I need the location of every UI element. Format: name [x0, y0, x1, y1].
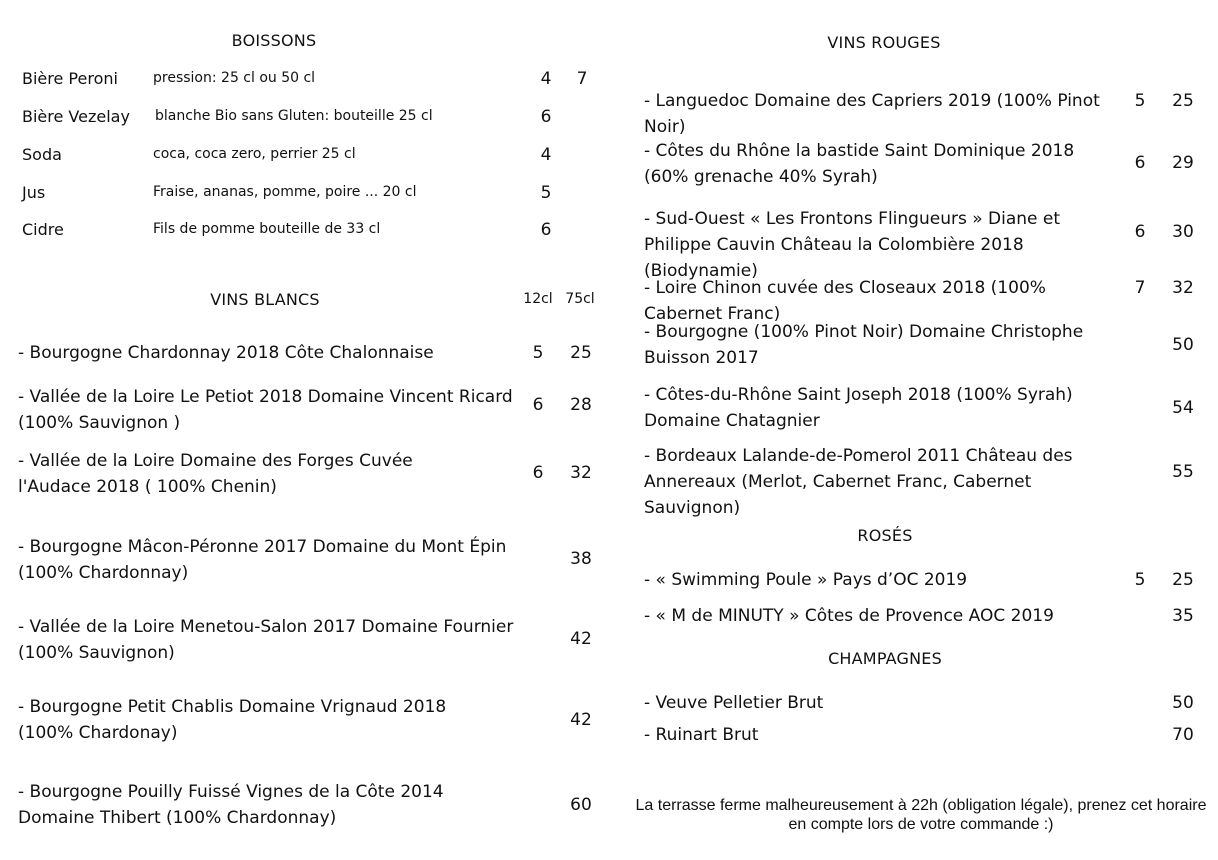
drink-price: 5 [540, 183, 552, 203]
wine-price-12cl: 5 [532, 343, 544, 363]
drink-name: Jus [22, 183, 46, 202]
vins-rouges-title: VINS ROUGES [827, 33, 941, 52]
wine-price-75cl: 42 [570, 629, 592, 649]
drink-price-small: 4 [540, 69, 552, 89]
vins-blancs-title: VINS BLANCS [210, 290, 320, 309]
wine-item: - Bourgogne Chardonnay 2018 Côte Chalonnaise [18, 343, 434, 363]
drink-price: 6 [540, 220, 552, 240]
wine-item: - Côtes-du-Rhône Saint Joseph 2018 (100% Syrah) Domaine Chatagnier [644, 385, 1073, 431]
wine-price-12cl: 5 [1134, 570, 1146, 590]
wine-item: - Bordeaux Lalande-de-Pomerol 2011 Château des Annereaux (Merlot, Cabernet Franc, Cabernet Sauvignon) [644, 446, 1073, 518]
drink-desc: blanche Bio sans Gluten: bouteille 25 cl [155, 108, 433, 124]
wine-price-75cl: 30 [1172, 222, 1194, 242]
wine-item: - Sud-Ouest « Les Frontons Flingueurs » Diane et Philippe Cauvin Château la Colombière 2018 (Biodynamie) [644, 209, 1061, 281]
wine-item: - Vallée de la Loire Domaine des Forges Cuvée l'Audace 2018 ( 100% Chenin) [18, 451, 413, 497]
wine-price-75cl: 38 [570, 549, 592, 569]
drink-name: Soda [22, 145, 62, 164]
wine-price-75cl: 32 [570, 463, 592, 483]
drink-name: Bière Vezelay [22, 107, 130, 126]
wine-item: - Vallée de la Loire Menetou-Salon 2017 Domaine Fournier (100% Sauvignon) [18, 617, 514, 663]
wine-price-12cl: 6 [1134, 153, 1146, 173]
wine-price-75cl: 35 [1172, 606, 1194, 626]
column-header-12cl: 12cl [523, 291, 553, 307]
drink-desc: Fraise, ananas, pomme, poire ... 20 cl [153, 184, 417, 200]
wine-price-75cl: 60 [570, 795, 592, 815]
wine-item: - Vallée de la Loire Le Petiot 2018 Domaine Vincent Ricard (100% Sauvignon ) [18, 387, 513, 433]
wine-price-75cl: 50 [1172, 693, 1194, 713]
wine-item: - Bourgogne Pouilly Fuissé Vignes de la Côte 2014 Domaine Thibert (100% Chardonnay) [18, 782, 444, 828]
column-header-75cl: 75cl [565, 291, 595, 307]
drink-desc: Fils de pomme bouteille de 33 cl [153, 221, 381, 237]
wine-price-75cl: 70 [1172, 725, 1194, 745]
closing-time-note: La terrasse ferme malheureusement à 22h (obligation légale), prenez cet horaire en compte lors de votre commande :) [635, 797, 1207, 833]
drink-desc: coca, coca zero, perrier 25 cl [153, 146, 356, 162]
wine-item: - Ruinart Brut [644, 725, 759, 745]
wine-price-75cl: 32 [1172, 278, 1194, 298]
drink-price: 6 [540, 107, 552, 127]
wine-price-75cl: 50 [1172, 335, 1194, 355]
wine-price-75cl: 29 [1172, 153, 1194, 173]
wine-price-75cl: 25 [1172, 91, 1194, 111]
wine-price-75cl: 25 [570, 343, 592, 363]
drink-price-large: 7 [576, 69, 588, 89]
drink-price: 4 [540, 145, 552, 165]
drink-name: Bière Peroni [22, 69, 118, 88]
wine-price-75cl: 42 [570, 710, 592, 730]
champagnes-title: CHAMPAGNES [828, 649, 942, 668]
wine-price-75cl: 25 [1172, 570, 1194, 590]
drink-name: Cidre [22, 220, 64, 239]
wine-price-75cl: 28 [570, 395, 592, 415]
boissons-title: BOISSONS [231, 31, 317, 50]
wine-price-12cl: 6 [532, 395, 544, 415]
wine-price-75cl: 55 [1172, 462, 1194, 482]
wine-item: - Côtes du Rhône la bastide Saint Dominique 2018 (60% grenache 40% Syrah) [644, 141, 1075, 187]
wine-item: - « M de MINUTY » Côtes de Provence AOC 2019 [644, 606, 1054, 626]
wine-item: - Loire Chinon cuvée des Closeaux 2018 (100% Cabernet Franc) [644, 278, 1046, 324]
wine-item: - Languedoc Domaine des Capriers 2019 (100% Pinot Noir) [644, 91, 1100, 137]
wine-price-12cl: 5 [1134, 91, 1146, 111]
wine-item: - Veuve Pelletier Brut [644, 693, 824, 713]
wine-item: - « Swimming Poule » Pays d’OC 2019 [644, 570, 968, 590]
wine-price-12cl: 6 [1134, 222, 1146, 242]
wine-item: - Bourgogne (100% Pinot Noir) Domaine Christophe Buisson 2017 [644, 322, 1084, 368]
wine-item: - Bourgogne Mâcon-Péronne 2017 Domaine du Mont Épin (100% Chardonnay) [18, 537, 507, 583]
wine-price-12cl: 6 [532, 463, 544, 483]
wine-item: - Bourgogne Petit Chablis Domaine Vrignaud 2018 (100% Chardonay) [18, 697, 447, 743]
roses-title: ROSÉS [857, 526, 913, 545]
wine-price-75cl: 54 [1172, 398, 1194, 418]
wine-price-12cl: 7 [1134, 278, 1146, 298]
drink-desc: pression: 25 cl ou 50 cl [153, 70, 316, 86]
